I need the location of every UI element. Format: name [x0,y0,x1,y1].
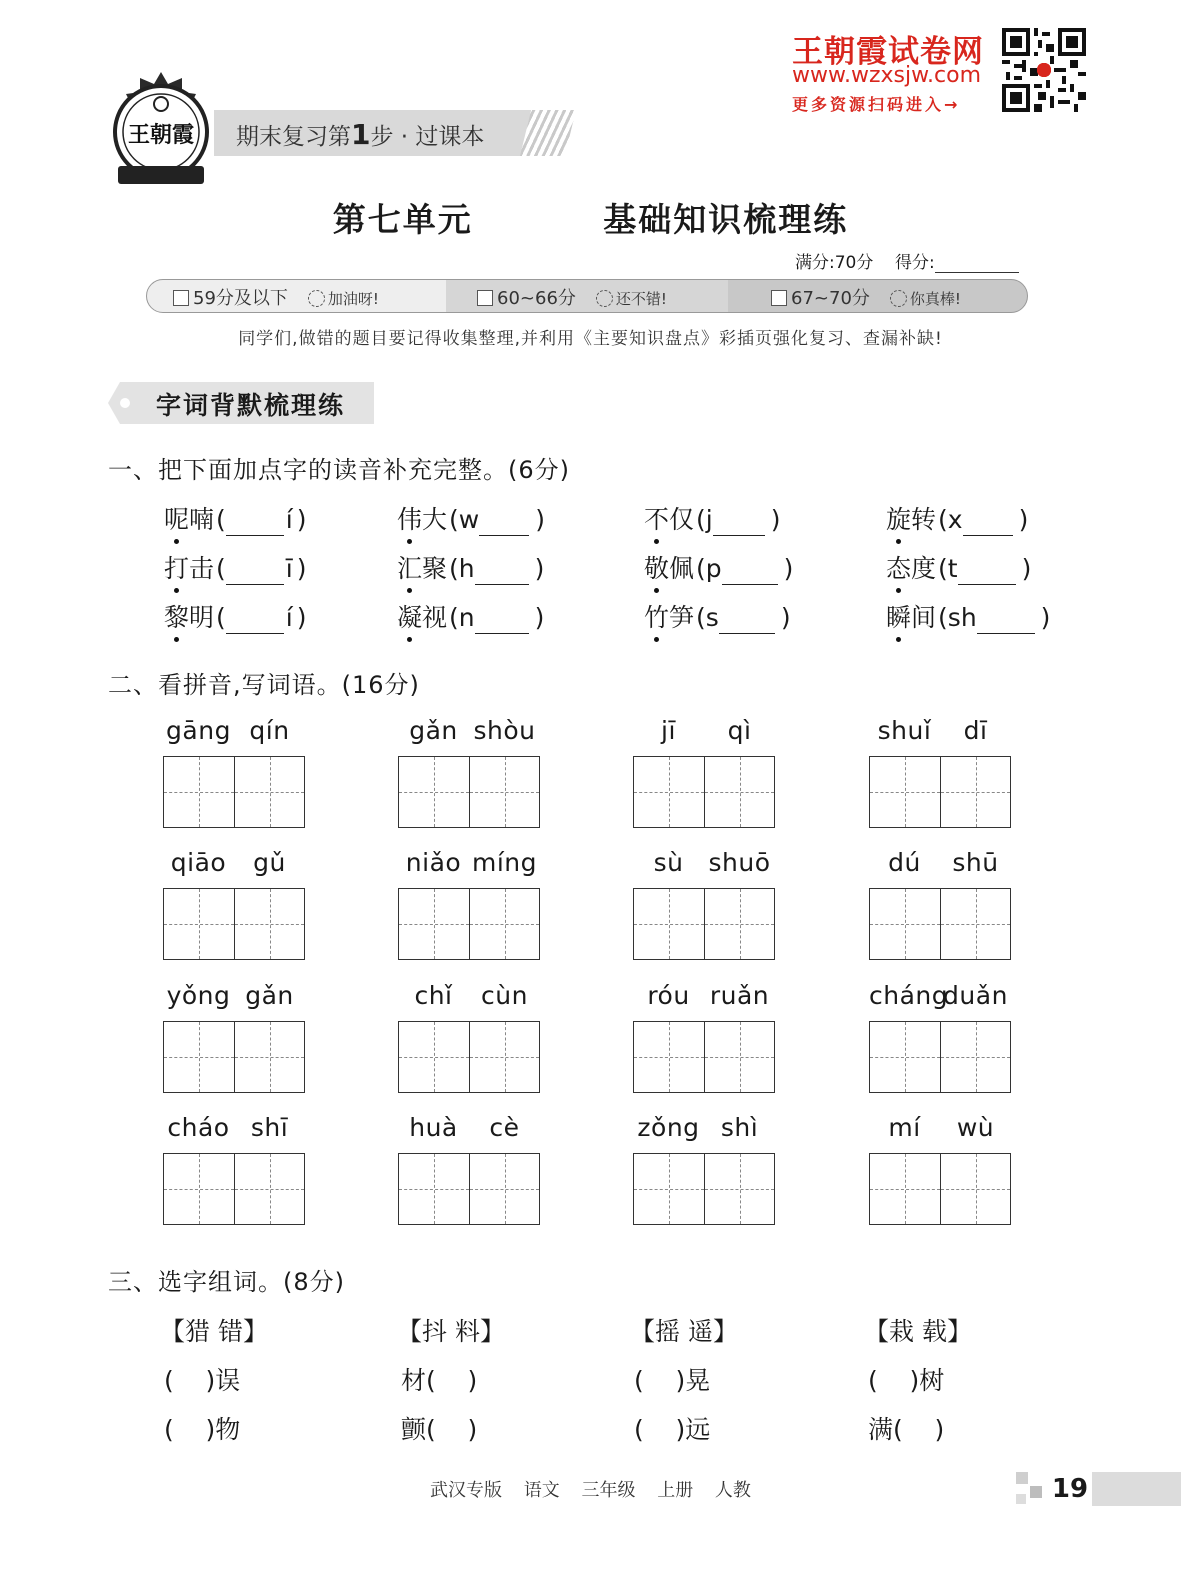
paren-open: ( [696,554,706,583]
pinyin-syllable: cùn [481,981,528,1010]
word-blank[interactable]: 颤( ) [401,1415,478,1444]
grid-cell[interactable] [704,889,774,959]
paren-open: ( [216,554,226,583]
dotted-char: 黎 [164,598,189,634]
pinyin-syllable: dú [888,848,921,877]
answer-blank[interactable] [977,610,1035,634]
char-rest: 转 [911,505,937,534]
grid-cell[interactable] [164,1022,234,1092]
paren-open: ( [449,505,459,534]
pinyin-prefix: s [705,603,719,632]
char-group: 【猎 错】 [160,1317,268,1346]
pinyin-prefix: p [705,554,722,583]
grid-cell[interactable] [399,889,469,959]
pinyin-syllable: dī [963,716,988,745]
study-note: 同学们,做错的题目要记得收集整理,并利用《主要知识盘点》彩插页强化复习、查漏补缺! [238,329,943,349]
grid-cell[interactable] [399,1154,469,1224]
site-more-text: 更多资源扫码进入→ [792,95,961,114]
writing-grid[interactable] [398,1153,540,1225]
reading-item [397,500,545,536]
paren-close: ) [783,554,794,583]
writing-grid[interactable] [869,1021,1011,1093]
tag-hole [120,398,130,408]
q2-heading: 二、看拼音,写词语。(16分) [108,671,420,699]
pinyin-prefix: w [458,505,480,534]
page-deco [1030,1486,1042,1498]
pinyin-syllable: cháo [167,1113,230,1142]
char-rest: 笋 [669,603,695,632]
dotted-char: 态 [886,549,911,585]
dotted-char: 不 [644,500,669,536]
pinyin-syllable: cè [489,1113,520,1142]
writing-grid[interactable] [633,756,775,828]
dotted-char: 旋 [886,500,911,536]
grid-cell[interactable] [469,1154,539,1224]
pinyin-syllable: qiāo [170,848,227,877]
grid-cell[interactable] [234,1022,304,1092]
pinyin-syllable: shuō [708,848,771,877]
grid-cell[interactable] [164,889,234,959]
writing-grid[interactable] [163,1153,305,1225]
answer-blank[interactable] [719,610,775,634]
q3-heading: 三、选字组词。(8分) [108,1268,345,1296]
svg-text:王朝霞: 王朝霞 [127,123,195,148]
smiley-icon [596,290,613,307]
reading-item [644,500,781,536]
grid-cell[interactable] [940,1154,1010,1224]
pinyin-syllable: yǒng [166,981,231,1010]
step-banner-text: 期末复习第1步 · 过课本 [236,118,485,151]
writing-grid[interactable] [633,1153,775,1225]
pinyin-suffix: ī [285,554,293,583]
grid-cell[interactable] [870,1022,940,1092]
grid-cell[interactable] [164,757,234,827]
char-rest: 度 [911,554,937,583]
qr-code-icon[interactable] [1002,28,1086,112]
page-title: 第七单元 基础知识梳理练 [332,200,849,239]
char-rest: 喃 [189,505,215,534]
writing-grid[interactable] [633,1021,775,1093]
site-name: 王朝霞试卷网 [792,34,984,70]
grid-cell[interactable] [469,1022,539,1092]
paren-close: ) [296,554,307,583]
reading-item [886,500,1028,536]
writing-grid[interactable] [869,888,1011,960]
grid-cell[interactable] [634,1154,704,1224]
checkbox-icon[interactable] [477,290,493,306]
reading-item [886,598,1050,634]
paren-open: ( [216,603,226,632]
pinyin-syllable: gǎn [409,716,458,745]
grid-cell[interactable] [234,889,304,959]
reading-item [164,549,307,585]
checkbox-icon[interactable] [771,290,787,306]
char-rest: 聚 [422,554,448,583]
grid-cell[interactable] [399,757,469,827]
grid-cell[interactable] [704,757,774,827]
grid-cell[interactable] [399,1022,469,1092]
pinyin-prefix: x [947,505,963,534]
page-deco [1016,1494,1026,1504]
dotted-char: 汇 [397,549,422,585]
grid-cell[interactable] [940,1022,1010,1092]
paren-close: ) [770,505,781,534]
grid-cell[interactable] [234,1154,304,1224]
reading-item [644,549,793,585]
answer-blank[interactable] [963,512,1013,536]
writing-grid[interactable] [869,756,1011,828]
paren-open: ( [696,505,706,534]
grid-cell[interactable] [870,889,940,959]
writing-grid[interactable] [163,1021,305,1093]
paren-close: ) [296,603,307,632]
pinyin-suffix: í [285,505,293,534]
grid-cell[interactable] [870,757,940,827]
char-rest: 仅 [669,505,695,534]
paren-open: ( [696,603,706,632]
grade-item: 67~70分 你真棒! [771,284,961,310]
site-url[interactable]: www.wzxsjw.com [792,63,982,88]
pinyin-syllable: mí [888,1113,921,1142]
pinyin-syllable: shī [250,1113,289,1142]
dotted-char: 敬 [644,549,669,585]
reading-item [164,500,307,536]
pinyin-syllable: zǒng [637,1113,700,1142]
char-rest: 视 [422,603,448,632]
pinyin-syllable: duǎn [943,981,1008,1010]
char-group: 【抖 料】 [397,1317,505,1346]
pinyin-syllable: qì [727,716,752,745]
paren-close: ) [1040,603,1051,632]
pinyin-syllable: míng [471,848,537,877]
page-number: 19 [1048,1472,1092,1506]
reading-item [164,598,307,634]
dotted-char: 伟 [397,500,422,536]
grade-item: 59分及以下 加油呀! [173,284,379,310]
brand-logo [108,70,214,188]
char-group: 【摇 遥】 [630,1317,738,1346]
word-blank[interactable]: ( )树 [868,1366,945,1395]
paren-close: ) [296,505,307,534]
section-tag-label: 字词背默梳理练 [156,391,346,420]
pinyin-prefix: t [947,554,958,583]
paren-open: ( [938,554,948,583]
score-line [795,248,1019,273]
word-blank[interactable]: ( )晃 [634,1366,711,1395]
char-rest: 佩 [669,554,695,583]
writing-grid[interactable] [398,888,540,960]
pinyin-syllable: shū [952,848,999,877]
pinyin-syllable: ruǎn [709,981,770,1010]
dotted-char: 呢 [164,500,189,536]
got-score-label: 得分: [894,253,935,273]
dotted-char: 凝 [397,598,422,634]
word-blank[interactable]: ( )物 [164,1415,241,1444]
char-rest: 明 [189,603,215,632]
pinyin-syllable: jī [661,716,676,745]
reading-item [886,549,1031,585]
pinyin-suffix: í [285,603,293,632]
paren-close: ) [534,603,545,632]
writing-grid[interactable] [398,756,540,828]
answer-blank[interactable] [722,561,778,585]
pinyin-syllable: qín [249,716,290,745]
page-deco [1016,1472,1028,1484]
dotted-char: 竹 [644,598,669,634]
grid-cell[interactable] [469,757,539,827]
grid-cell[interactable] [704,1022,774,1092]
answer-blank[interactable] [475,561,529,585]
word-blank[interactable]: ( )误 [164,1366,241,1395]
paren-close: ) [534,554,545,583]
word-blank[interactable]: ( )远 [634,1415,711,1444]
grid-cell[interactable] [164,1154,234,1224]
score-blank[interactable] [935,257,1019,273]
word-blank[interactable]: 满( ) [868,1415,945,1444]
writing-grid[interactable] [633,888,775,960]
writing-grid[interactable] [869,1153,1011,1225]
reading-item [644,598,791,634]
grid-cell[interactable] [234,757,304,827]
full-score: 满分:70分 [795,253,874,273]
pinyin-syllable: wù [956,1113,995,1142]
pinyin-syllable: gǎn [245,981,294,1010]
paren-open: ( [449,554,459,583]
answer-blank[interactable] [479,512,529,536]
word-blank[interactable]: 材( ) [401,1366,478,1395]
grid-cell[interactable] [469,889,539,959]
pinyin-syllable: róu [647,981,690,1010]
pinyin-prefix: j [705,505,713,534]
pinyin-syllable: sù [653,848,684,877]
pinyin-prefix: h [458,554,475,583]
paren-open: ( [938,505,948,534]
pinyin-syllable: gǔ [253,848,286,877]
char-rest: 间 [911,603,937,632]
grid-cell[interactable] [634,1022,704,1092]
char-rest: 击 [189,554,215,583]
reading-item [397,598,544,634]
pinyin-syllable: shuǐ [877,716,932,745]
reading-item [397,549,544,585]
answer-blank[interactable] [226,610,284,634]
grid-cell[interactable] [634,757,704,827]
grid-cell[interactable] [704,1154,774,1224]
dotted-char: 瞬 [886,598,911,634]
writing-grid[interactable] [163,888,305,960]
answer-blank[interactable] [226,561,284,585]
pinyin-syllable: gāng [166,716,231,745]
smiley-icon [308,290,325,307]
writing-grid[interactable] [163,756,305,828]
checkbox-icon[interactable] [173,290,189,306]
pinyin-prefix: sh [947,603,977,632]
pinyin-syllable: chǐ [414,981,453,1010]
smiley-icon [890,290,907,307]
paren-close: ) [780,603,791,632]
grid-cell[interactable] [940,757,1010,827]
paren-close: ) [1018,505,1029,534]
pinyin-syllable: niǎo [405,848,462,877]
paren-open: ( [938,603,948,632]
answer-blank[interactable] [226,512,284,536]
paren-open: ( [449,603,459,632]
char-group: 【栽 载】 [864,1317,972,1346]
writing-grid[interactable] [398,1021,540,1093]
paren-close: ) [1021,554,1032,583]
answer-blank[interactable] [958,561,1016,585]
char-rest: 大 [422,505,448,534]
pinyin-syllable: shòu [473,716,536,745]
grid-cell[interactable] [940,889,1010,959]
grade-bar [146,279,1028,313]
dotted-char: 打 [164,549,189,585]
q1-heading: 一、把下面加点字的读音补充完整。(6分) [108,456,570,484]
pinyin-syllable: huà [409,1113,458,1142]
footer-edition: 武汉专版 语文 三年级 上册 人教 [430,1480,751,1501]
pinyin-syllable: shì [720,1113,759,1142]
paren-close: ) [535,505,546,534]
answer-blank[interactable] [713,512,765,536]
grid-cell[interactable] [634,889,704,959]
grid-cell[interactable] [870,1154,940,1224]
answer-blank[interactable] [475,610,529,634]
pinyin-prefix: n [458,603,475,632]
pinyin-syllable: cháng [869,981,949,1010]
paren-open: ( [216,505,226,534]
grade-item: 60~66分 还不错! [477,284,667,310]
